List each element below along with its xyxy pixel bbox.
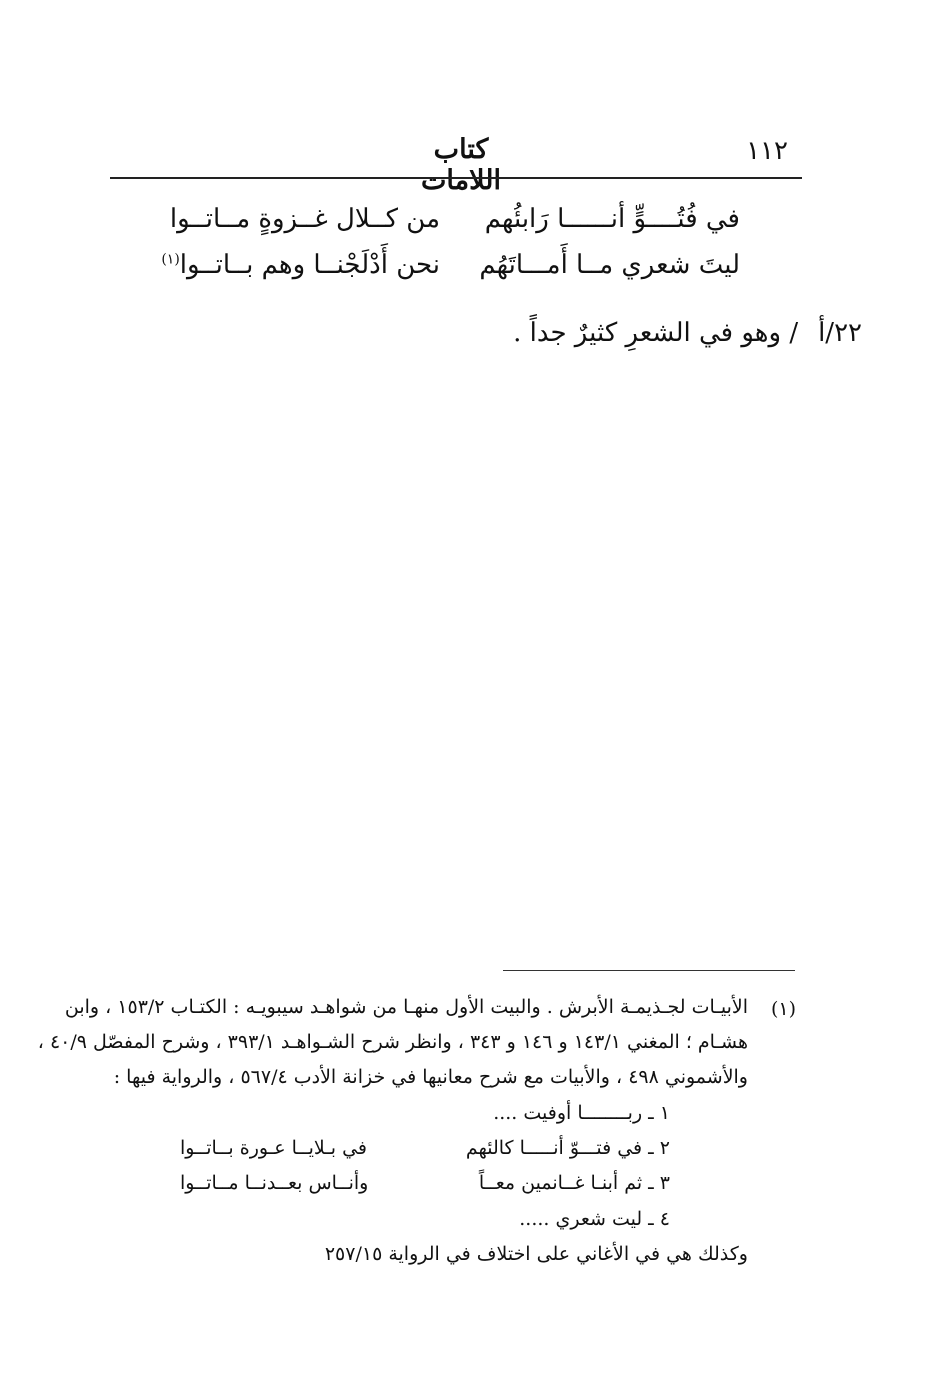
variant-first-hemistich: ٤ ـ ليت شعري .....: [519, 1208, 670, 1230]
footnote-variant: [180, 1102, 670, 1132]
footnote-variant: [180, 1172, 670, 1202]
footnote-divider: [503, 970, 795, 971]
variant-second-hemistich: وأنــاس بعــدنــا مــاتــوا: [180, 1172, 369, 1194]
footnote-variant: [180, 1137, 670, 1167]
verse-second-hemistich: من كــلال غــزوةٍ مــاتــوا: [169, 204, 440, 234]
verse-first-hemistich: في فُتُــــوٍّ أنــــــا رَابئُهم: [484, 204, 740, 234]
verse-second-hemistich-text: نحن أَدْلَجْنــا وهم بــاتــوا: [179, 250, 440, 280]
page-header: [110, 128, 802, 196]
poem-verse-1: [170, 204, 740, 248]
variant-first-hemistich: ١ ـ ربــــــــا أوفيت ....: [493, 1102, 670, 1124]
verse-second-hemistich: [161, 250, 440, 280]
verse-first-hemistich: ليتَ شعري مــا أَمـــاتَهُم: [479, 250, 740, 280]
variant-first-hemistich: ٣ ـ ثم أبنـا غــانمين معــاً: [478, 1172, 670, 1194]
poem-verse-2: [161, 250, 740, 294]
header-divider: [110, 177, 802, 179]
footnote-closing: وكذلك هي في الأغاني على اختلاف في الرواية ٢٥٧/١٥: [324, 1243, 748, 1265]
page-number: ١١٢: [746, 136, 788, 166]
folio-slash: /: [789, 318, 799, 348]
footnote-line: الأبيـات لجـذيمـة الأبرش . والبيت الأول منهـا من شواهـد سيبويـه : الكتـاب ١٥٣/٢ ، وابن: [64, 996, 748, 1018]
manuscript-folio-marker: ٢٢/أ: [818, 318, 862, 348]
footnote-number: (١): [770, 998, 796, 1020]
footnote-line: والأشموني ٤٩٨ ، والأبيات مع شرح معانيها في خزانة الأدب ٥٦٧/٤ ، والرواية فيها :: [113, 1066, 748, 1088]
footnote-variant: [180, 1208, 670, 1238]
variant-second-hemistich: في بـلايــا عـورة بــاتــوا: [180, 1137, 368, 1159]
running-title: كتاب اللامات: [421, 134, 501, 196]
footnote-reference: (١): [161, 251, 180, 268]
footnote-line: هشـام ؛ المغني ١٤٣/١ و ١٤٦ و ٣٤٣ ، وانظر شرح الشـواهـد ٣٩٣/١ ، وشرح المفصّل ٤٠/٩ ،: [37, 1031, 748, 1053]
variant-first-hemistich: ٢ ـ في فتـــوّ أنـــــا كالئهم: [465, 1137, 670, 1159]
prose-paragraph: [513, 318, 862, 348]
prose-text: وهو في الشعرِ كثيرٌ جداً .: [513, 318, 782, 348]
